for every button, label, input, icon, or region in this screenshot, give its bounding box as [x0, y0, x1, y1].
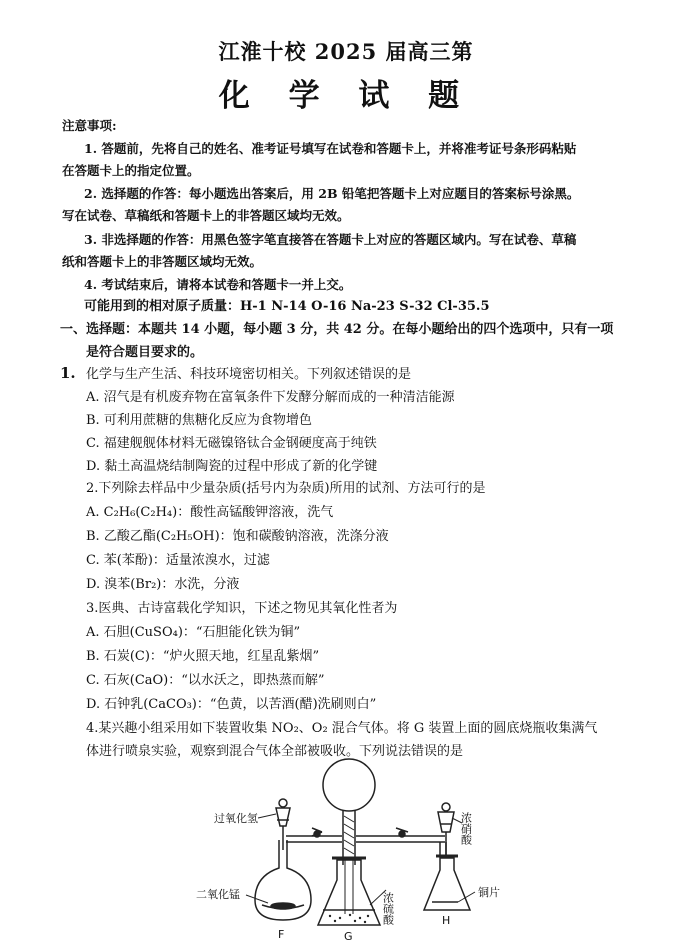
q3-option-a: A. 石胆(CuSO₄)：“石胆能化铁为铜” — [86, 625, 301, 640]
left-stopcock-knob — [314, 831, 320, 837]
q3-option-d: D. 石钟乳(CaCO₃)：“色黄，以苦酒(醋)洗刷则白” — [86, 697, 377, 712]
atomic-masses: 可能用到的相对原子质量：H-1 N-14 O-16 Na-23 S-32 Cl-35.5 — [84, 299, 490, 314]
q2-option-c: C. 苯(苯酚)：适量浓溴水，过滤 — [86, 553, 270, 568]
q3-stem: 3.医典、古诗富载化学知识，下述之物见其氧化性者为 — [86, 601, 398, 616]
q2-stem: 2.下列除去样品中少量杂质(括号内为杂质)所用的试剂、方法可行的是 — [86, 481, 486, 496]
q1-option-b: B. 可利用蔗糖的焦糖化反应为食物增色 — [86, 413, 312, 428]
q1-option-c: C. 福建舰舰体材料无磁镍铬钛合金钢硬度高于纯铁 — [86, 436, 377, 451]
coil-pattern — [344, 816, 354, 854]
q2-option-a: A. C₂H₆(C₂H₄)：酸性高锰酸钾溶液，洗气 — [86, 505, 334, 520]
notice-item-1b: 在答题卡上的指定位置。 — [62, 163, 200, 178]
q3-option-c: C. 石灰(CaO)：“以水沃之，即热蒸而解” — [86, 673, 325, 688]
q1-option-d: D. 黏土高温烧结制陶瓷的过程中形成了新的化学键 — [86, 459, 378, 474]
mno2-solid — [271, 903, 295, 909]
q1-number: 1. — [60, 364, 76, 382]
notice-heading: 注意事项: — [62, 118, 117, 133]
exam-title: 化 学 试 题 — [218, 78, 474, 114]
flask-g-inner-tubes — [345, 858, 353, 914]
notice-item-2b: 写在试卷、草稿纸和答题卡上的非答题区域均无效。 — [62, 208, 350, 223]
flask-h-delivery-tube — [440, 842, 446, 856]
notice-item-3a: 3. 非选择题的作答：用黑色签字笔直接答在答题卡上对应的答题区域内。写在试卷、草稿 — [84, 232, 577, 247]
notice-item-3b: 纸和答题卡上的非答题区域均无效。 — [62, 254, 263, 269]
label-mno2: 二氧化锰 — [196, 888, 240, 901]
label-h2o2: 过氧化氢 — [214, 812, 258, 825]
q3-option-b: B. 石炭(C)：“炉火照天地，红星乱紫烟” — [86, 649, 320, 664]
q1-option-a: A. 沼气是有机废弃物在富氧条件下发酵分解而成的一种清洁能源 — [86, 390, 455, 405]
section-heading-line2: 是符合题目要求的。 — [86, 345, 204, 360]
left-connector-tube — [286, 836, 342, 842]
funnel-f-stopper — [279, 799, 287, 807]
q4-stem-line2: 体进行喷泉实验，观察到混合气体全部被吸收。下列说法错误的是 — [86, 744, 464, 759]
label-f: F — [278, 928, 285, 941]
leader-h2o2 — [258, 814, 276, 818]
label-g: G — [344, 930, 353, 943]
q1-stem: 化学与生产生活、科技环境密切相关。下列叙述错误的是 — [86, 367, 412, 382]
leader-mno2 — [246, 895, 268, 903]
label-conc-sulfuric: 浓硫酸 — [381, 892, 395, 925]
section-heading-line1: 一、选择题：本题共 14 小题，每小题 3 分，共 42 分。在每小题给出的四个选项中，只有一项 — [60, 322, 614, 337]
notice-item-4: 4. 考试结束后，请将本试卷和答题卡一并上交。 — [84, 277, 352, 292]
funnel-h — [438, 812, 454, 832]
funnel-f — [276, 808, 290, 826]
notice-item-2a: 2. 选择题的作答：每小题选出答案后，用 2B 铅笔把答题卡上对应题目的答案标号涂黑。 — [84, 186, 580, 201]
label-copper: 铜片 — [478, 886, 500, 899]
round-flask-top — [323, 759, 375, 811]
label-conc-nitric: 浓硝酸 — [459, 812, 473, 845]
funnel-h-stopper — [442, 803, 450, 811]
exam-header: 江淮十校 2025 届高三第 — [218, 39, 474, 64]
label-h: H — [442, 914, 451, 927]
right-stopcock-knob — [399, 831, 405, 837]
notice-item-1a: 1. 答题前，先将自己的姓名、准考证号填写在试卷和答题卡上，并将准考证号条形码粘贴 — [84, 141, 577, 156]
q2-option-d: D. 溴苯(Br₂)：水洗，分液 — [86, 577, 240, 592]
q2-option-b: B. 乙酸乙酯(C₂H₅OH)：饱和碳酸钠溶液，洗涤分液 — [86, 529, 389, 544]
q4-stem-line1: 4.某兴趣小组采用如下装置收集 NO₂、O₂ 混合气体。将 G 装置上面的圆底烧瓶收集满气 — [86, 721, 598, 736]
